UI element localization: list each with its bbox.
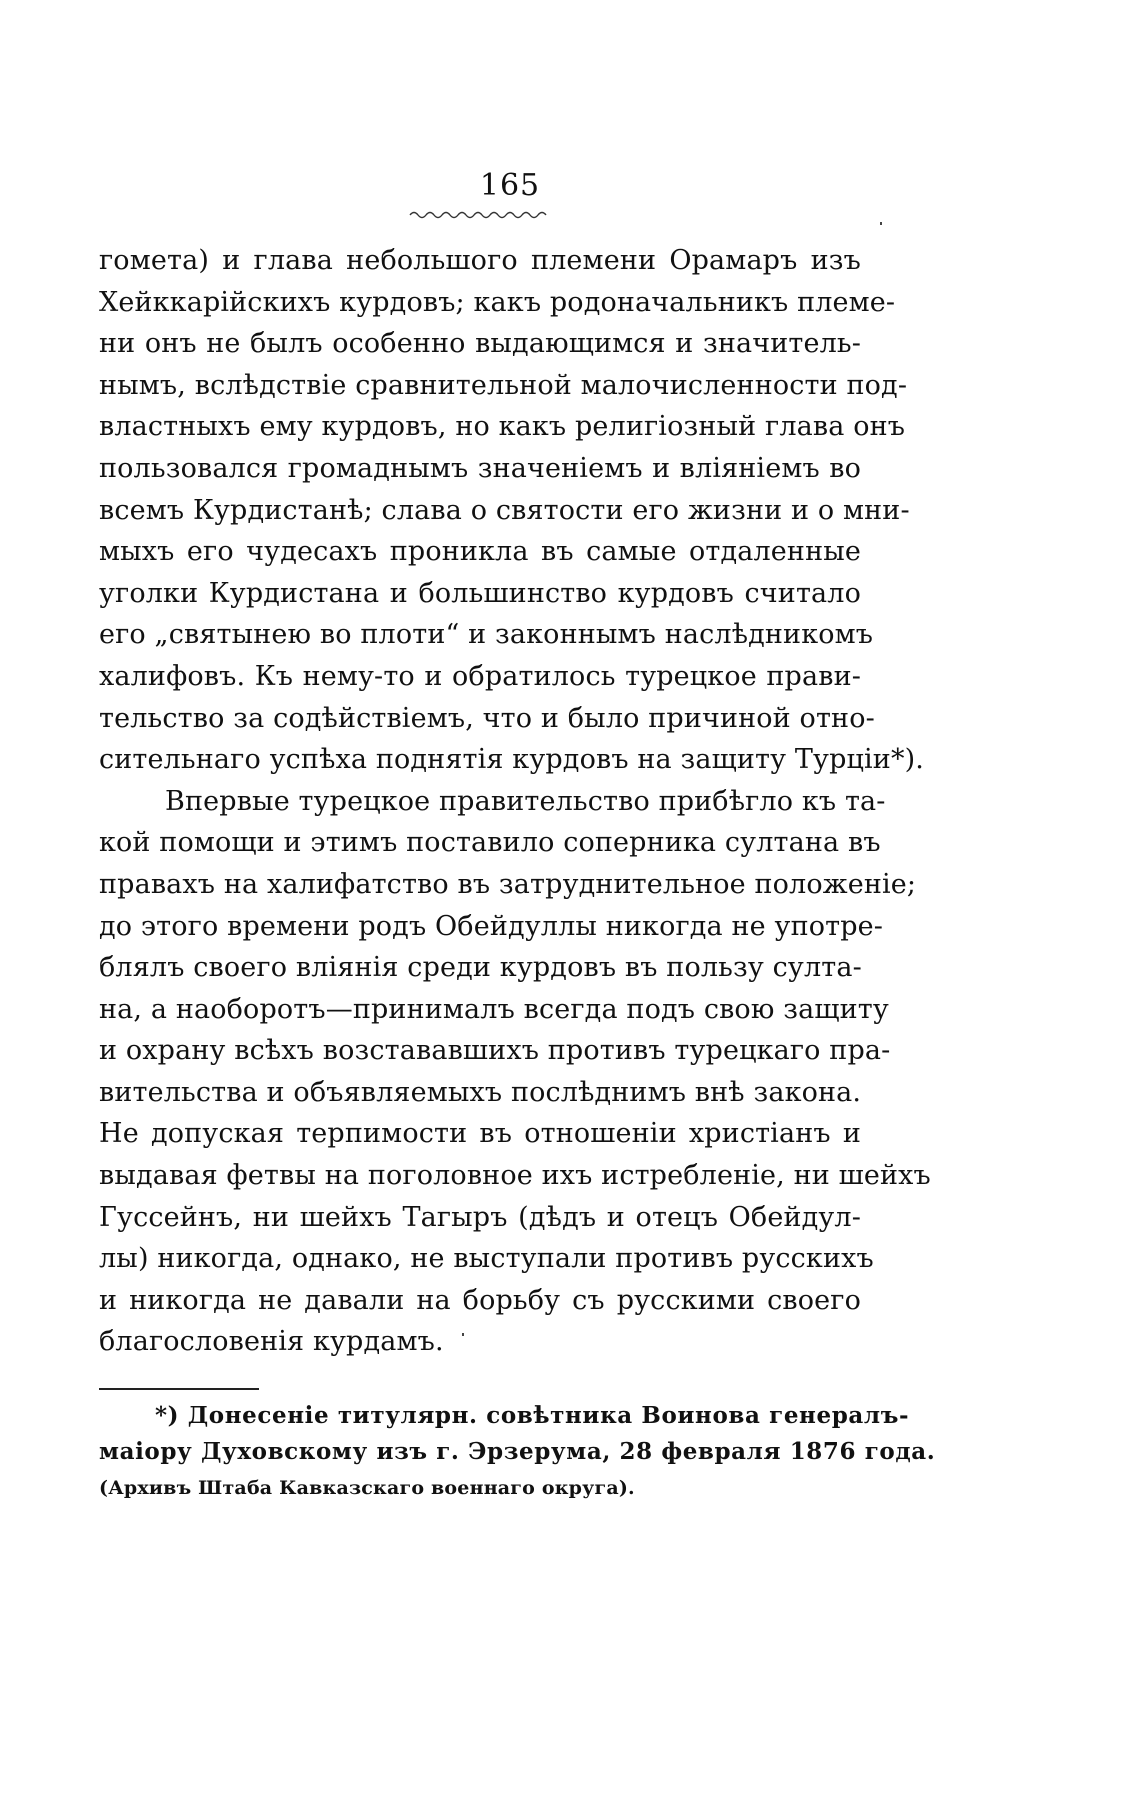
print-speck: [462, 1333, 464, 1336]
text-line: и охрану всѣхъ возстававшихъ противъ турецкаго пра-: [99, 1035, 891, 1067]
text-line: кой помощи и этимъ поставило соперника султана въ: [99, 827, 881, 859]
text-line: и никогда не давали на борьбу съ русскими своего: [99, 1284, 861, 1316]
text-line: властныхъ ему курдовъ, но какъ религіозный глава онъ: [99, 411, 906, 443]
footnote-line: *) Донесеніе титулярн. совѣтника Воинова генералъ-: [155, 1402, 910, 1429]
footnote-separator: [99, 1388, 259, 1390]
footnote-source: (Архивъ Штаба Кавказскаго военнаго округа).: [99, 1477, 635, 1499]
text-line: Гуссейнъ, ни шейхъ Тагыръ (дѣдъ и отецъ Обейдул-: [99, 1201, 861, 1233]
paragraph-start-line: Впервые турецкое правительство прибѣгло къ та-: [165, 785, 886, 817]
page-number: 165: [479, 168, 541, 203]
text-line: мыхъ его чудесахъ проникла въ самые отдаленные: [99, 536, 861, 568]
text-line: гомета) и глава небольшого племени Орамаръ изъ: [99, 245, 861, 276]
text-line: лы) никогда, однако, не выступали противъ русскихъ: [99, 1243, 874, 1275]
text-line: пользовался громаднымъ значеніемъ и вліяніемъ во: [99, 452, 861, 484]
text-line: до этого времени родъ Обейдуллы никогда не употре-: [99, 910, 884, 942]
wavy-rule-ornament: [408, 208, 548, 220]
text-line: уголки Курдистана и большинство курдовъ считало: [99, 577, 861, 609]
text-line: Хейккарійскихъ курдовъ; какъ родоначальникъ племе-: [99, 286, 896, 318]
text-line: всемъ Курдистанѣ; слава о святости его жизни и о мни-: [99, 494, 910, 526]
text-line: на, а наоборотъ—принималъ всегда подъ свою защиту: [99, 993, 889, 1025]
text-line: Не допуская терпимости въ отношеніи христіанъ и: [99, 1118, 861, 1150]
paragraph-end-line: благословенія курдамъ.: [99, 1326, 444, 1358]
text-line: выдавая фетвы на поголовное ихъ истребленіе, ни шейхъ: [99, 1160, 931, 1192]
footnote-line: маіору Духовскому изъ г. Эрзерума, 28 февраля 1876 года.: [99, 1438, 936, 1465]
footnote: [99, 1398, 936, 1506]
text-line: правахъ на халифатство въ затруднительное положеніе;: [99, 868, 917, 900]
print-speck: [880, 222, 882, 225]
text-line: блялъ своего вліянія среди курдовъ въ пользу султа-: [99, 952, 862, 984]
text-line: ни онъ не былъ особенно выдающимся и значитель-: [99, 328, 861, 360]
text-line-footnote-ref: сительнаго успѣха поднятія курдовъ на защиту Турціи*).: [99, 744, 925, 776]
text-line: халифовъ. Къ нему-то и обратилось турецкое прави-: [99, 660, 861, 692]
main-text: [99, 240, 931, 1363]
text-line: нымъ, вслѣдствіе сравнительной малочисленности под-: [99, 369, 908, 401]
text-line: вительства и объявляемыхъ послѣднимъ внѣ закона.: [99, 1076, 862, 1108]
text-line: его „святынею во плоти“ и законнымъ наслѣдникомъ: [99, 619, 874, 651]
text-line: тельство за содѣйствіемъ, что и было причиной отно-: [99, 702, 875, 734]
